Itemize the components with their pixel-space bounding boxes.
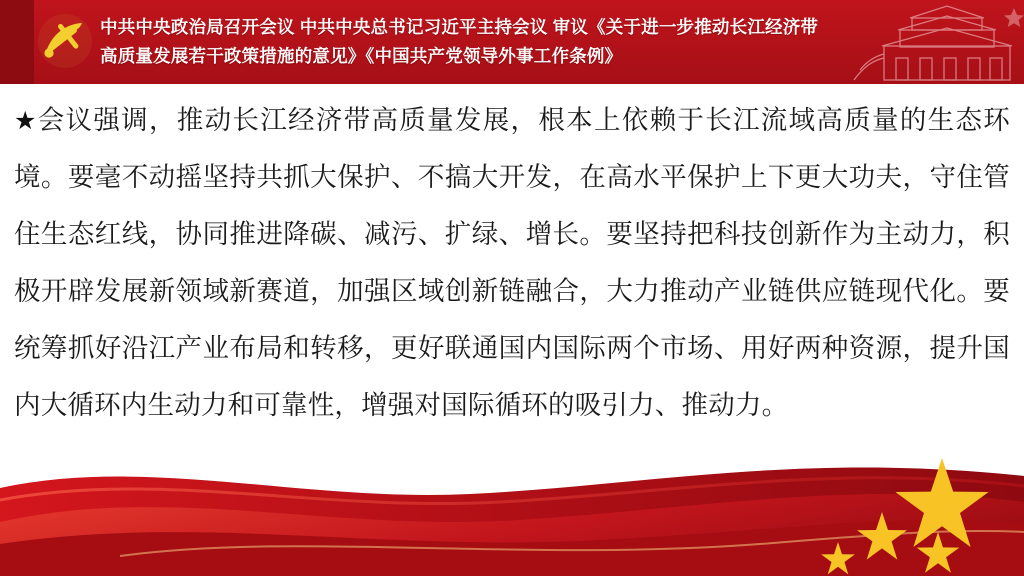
paragraph-text: 会议强调，推动长江经济带高质量发展，根本上依赖于长江流域高质量的生态环境。要毫不动摇坚持共抓大保护、不搞大开发，在高水平保护上下更大功夫，守住管住生态红线，协同推进降碳、减污、扩绿、增长。要坚持把科技创新作为主动力，积极开辟发展新领域新赛道，加强区域创新链融合，大力推动产业链供应链现代化。要统筹抓好沿江产业布局和转移，更好联通国内国际两个市场、用好两种资源，提升国内大循环内生动力和可靠性，增强对国际循环的吸引力、推动力。 (14, 105, 1010, 421)
header-title-line-2: 高质量发展若干政策措施的意见》《中国共产党领导外事工作条例》 (100, 46, 623, 66)
header-title-line-1: 中共中央政治局召开会议 中共中央总书记习近平主持会议 审议《关于进一步推动长江经济带 (100, 17, 819, 37)
header-left-accent (0, 0, 34, 84)
footer-decoration (0, 436, 1024, 576)
main-content (14, 92, 1010, 452)
bullet-star-icon: ★ (14, 106, 38, 135)
hammer-and-sickle-icon (36, 12, 94, 70)
paragraph (14, 92, 1010, 434)
tiananmen-outline-icon (764, 0, 1024, 84)
page-title (100, 13, 820, 71)
header-banner (0, 0, 1024, 84)
five-star-cluster-icon (790, 446, 1020, 576)
